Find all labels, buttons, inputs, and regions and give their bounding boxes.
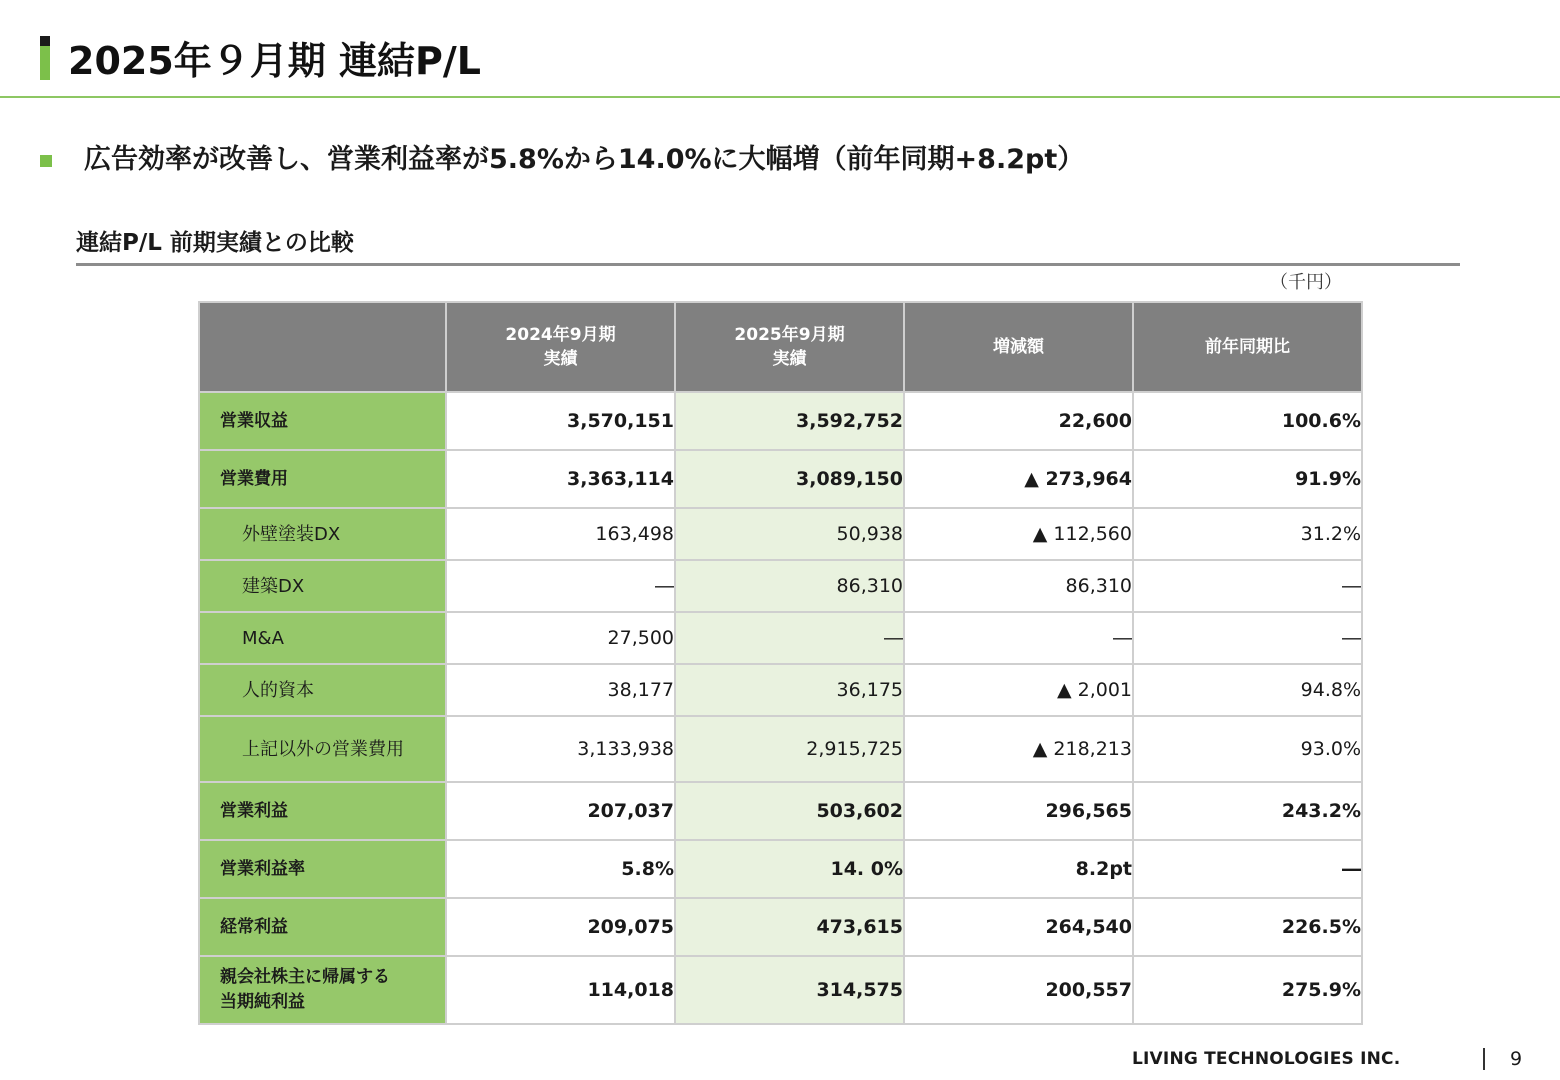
cell-diff: ▲ 218,213 xyxy=(904,716,1133,782)
unit-label: （千円） xyxy=(1270,272,1342,293)
cell-ratio: 243.2% xyxy=(1133,782,1362,840)
cell-ratio: 91.9% xyxy=(1133,450,1362,508)
cell-diff: ▲ 2,001 xyxy=(904,664,1133,716)
cell-curr: 3,089,150 xyxy=(675,450,904,508)
cell-ratio: 94.8% xyxy=(1133,664,1362,716)
column-header-prev xyxy=(446,302,675,392)
cell-curr: 86,310 xyxy=(675,560,904,612)
headline: 広告効率が改善し、営業利益率が5.8%から14.0%に大幅増（前年同期+8.2pt） xyxy=(84,144,1085,175)
table-row xyxy=(199,508,1362,560)
cell-ratio: ― xyxy=(1133,560,1362,612)
cell-ratio: 93.0% xyxy=(1133,716,1362,782)
column-header-curr xyxy=(675,302,904,392)
title-divider xyxy=(0,96,1560,98)
column-header-curr-line1: 2025年9月期 xyxy=(734,325,845,345)
cell-ratio: ― xyxy=(1133,612,1362,664)
cell-ratio: 275.9% xyxy=(1133,956,1362,1024)
cell-prev: 3,363,114 xyxy=(446,450,675,508)
cell-diff: 264,540 xyxy=(904,898,1133,956)
cell-diff: 86,310 xyxy=(904,560,1133,612)
column-header-prev-line2: 実績 xyxy=(543,349,578,369)
cell-diff: ▲ 112,560 xyxy=(904,508,1133,560)
cell-prev: 27,500 xyxy=(446,612,675,664)
cell-prev: 3,133,938 xyxy=(446,716,675,782)
cell-prev: 114,018 xyxy=(446,956,675,1024)
cell-curr: 36,175 xyxy=(675,664,904,716)
cell-prev: 5.8% xyxy=(446,840,675,898)
cell-diff: ▲ 273,964 xyxy=(904,450,1133,508)
company-logo: LIVING TECHNOLOGIES INC. xyxy=(1132,1049,1401,1069)
cell-diff: 8.2pt xyxy=(904,840,1133,898)
row-label xyxy=(199,956,446,1024)
table-row xyxy=(199,840,1362,898)
cell-curr: 314,575 xyxy=(675,956,904,1024)
section-title: 連結P/L 前期実績との比較 xyxy=(76,230,354,256)
row-label: 営業収益 xyxy=(199,392,446,450)
cell-diff: ― xyxy=(904,612,1133,664)
row-label: 営業費用 xyxy=(199,450,446,508)
pl-comparison-table xyxy=(198,301,1363,1025)
table-row xyxy=(199,450,1362,508)
cell-curr: 50,938 xyxy=(675,508,904,560)
row-label: 営業利益 xyxy=(199,782,446,840)
row-label: M&A xyxy=(199,612,446,664)
cell-curr: 473,615 xyxy=(675,898,904,956)
section-divider xyxy=(76,263,1460,266)
cell-curr: 3,592,752 xyxy=(675,392,904,450)
cell-prev: 207,037 xyxy=(446,782,675,840)
cell-diff: 200,557 xyxy=(904,956,1133,1024)
column-header-label xyxy=(199,302,446,392)
row-label: 経常利益 xyxy=(199,898,446,956)
table-row xyxy=(199,782,1362,840)
column-header-curr-line2: 実績 xyxy=(772,349,807,369)
cell-prev: 209,075 xyxy=(446,898,675,956)
cell-ratio: ― xyxy=(1133,840,1362,898)
row-label: 建築DX xyxy=(199,560,446,612)
column-header-ratio: 前年同期比 xyxy=(1133,302,1362,392)
cell-diff: 22,600 xyxy=(904,392,1133,450)
table-row xyxy=(199,560,1362,612)
table-row xyxy=(199,664,1362,716)
cell-ratio: 31.2% xyxy=(1133,508,1362,560)
cell-diff: 296,565 xyxy=(904,782,1133,840)
cell-prev: 163,498 xyxy=(446,508,675,560)
table-row xyxy=(199,956,1362,1024)
cell-curr: 14. 0% xyxy=(675,840,904,898)
cell-prev: 3,570,151 xyxy=(446,392,675,450)
row-label-line1: 親会社株主に帰属する xyxy=(220,967,390,987)
cell-prev: ― xyxy=(446,560,675,612)
column-header-diff: 増減額 xyxy=(904,302,1133,392)
row-label: 上記以外の営業費用 xyxy=(199,716,446,782)
cell-ratio: 100.6% xyxy=(1133,392,1362,450)
page-title: 2025年９月期 連結P/L xyxy=(68,39,481,83)
table-row xyxy=(199,898,1362,956)
cell-ratio: 226.5% xyxy=(1133,898,1362,956)
cell-curr: 2,915,725 xyxy=(675,716,904,782)
row-label: 営業利益率 xyxy=(199,840,446,898)
table-row xyxy=(199,716,1362,782)
table-header-row xyxy=(199,302,1362,392)
page-number: 9 xyxy=(1510,1048,1523,1070)
row-label: 外壁塗装DX xyxy=(199,508,446,560)
column-header-prev-line1: 2024年9月期 xyxy=(505,325,616,345)
cell-prev: 38,177 xyxy=(446,664,675,716)
cell-curr: ― xyxy=(675,612,904,664)
bullet-square-icon xyxy=(40,155,52,167)
title-accent-bar xyxy=(40,36,50,80)
row-label: 人的資本 xyxy=(199,664,446,716)
footer-divider xyxy=(1483,1048,1485,1070)
cell-curr: 503,602 xyxy=(675,782,904,840)
table-row xyxy=(199,392,1362,450)
table-row xyxy=(199,612,1362,664)
row-label-line2: 当期純利益 xyxy=(220,992,305,1012)
